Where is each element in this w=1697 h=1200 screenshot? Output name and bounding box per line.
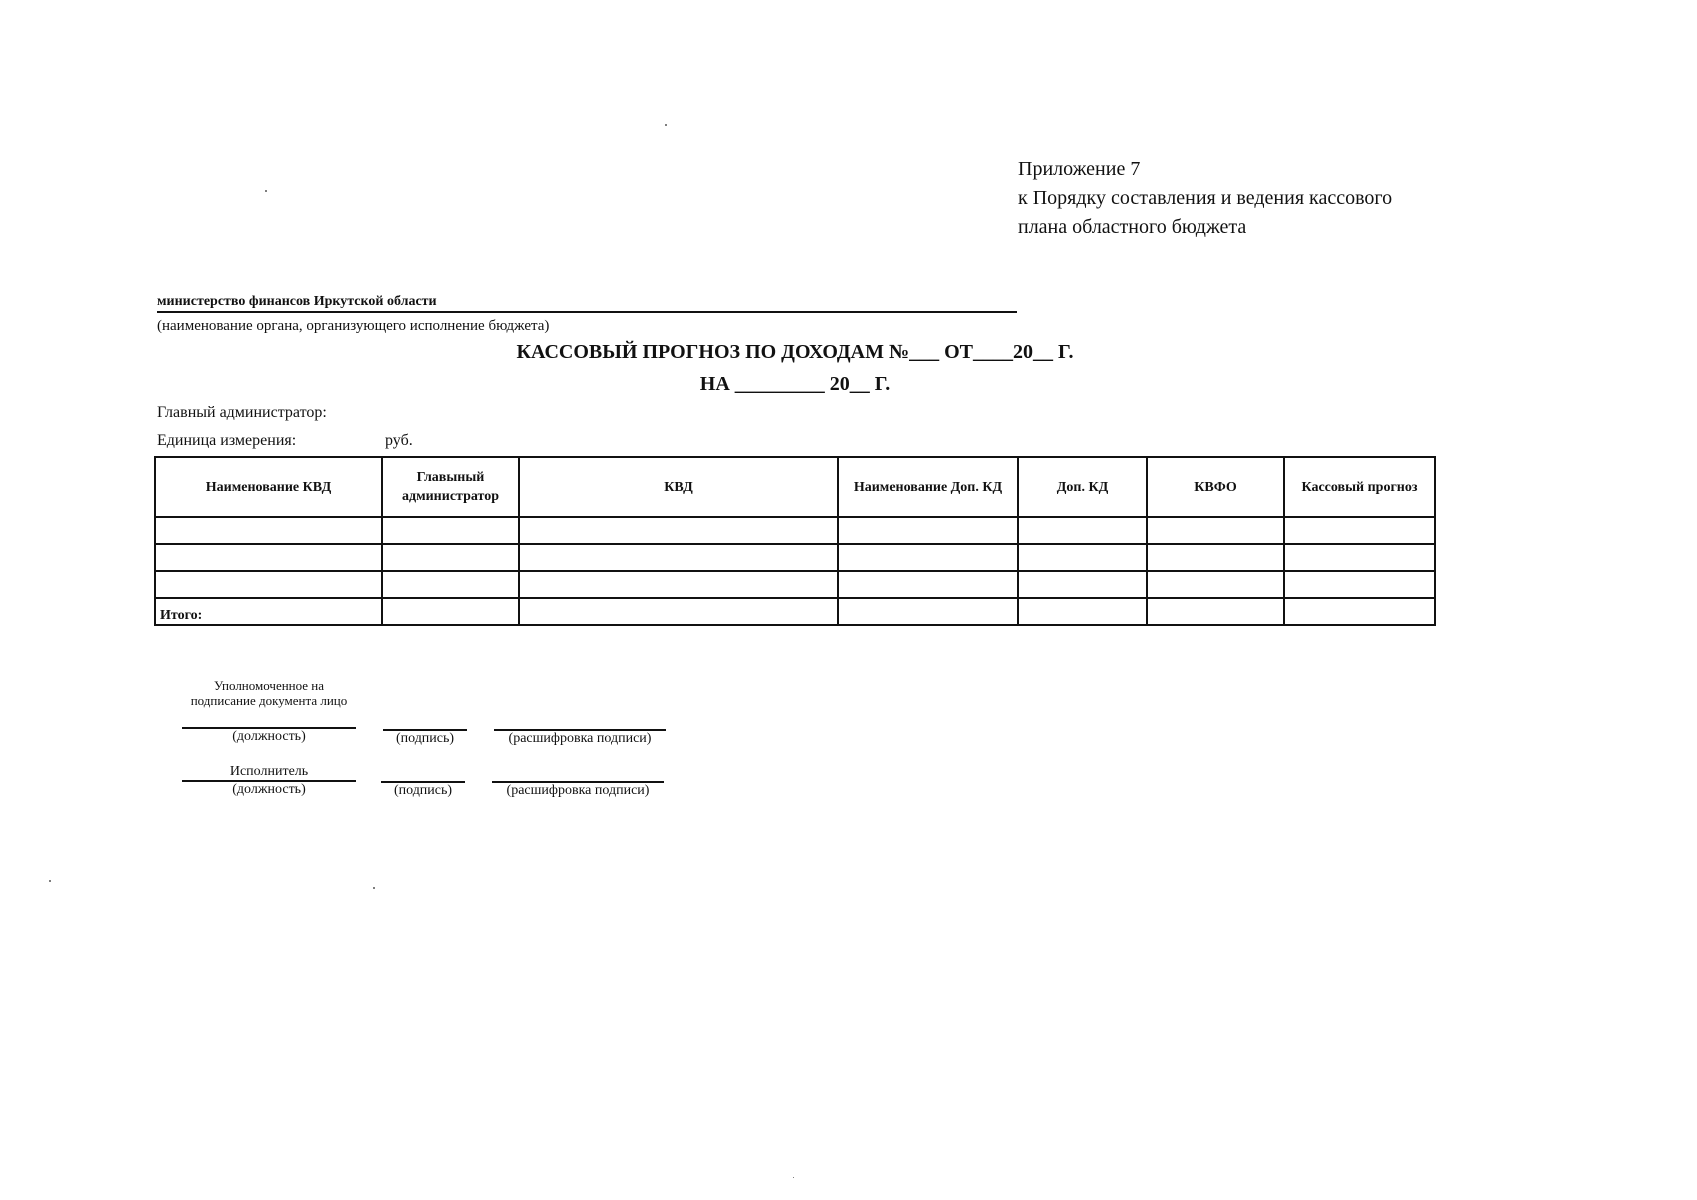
table-total-row (155, 598, 1435, 625)
table-cell[interactable] (1018, 544, 1147, 571)
header-add-kd-name: Наименование Доп. КД (838, 457, 1018, 517)
table-cell[interactable] (1284, 571, 1435, 598)
table-cell[interactable] (1284, 544, 1435, 571)
organ-name-field: министерство финансов Иркутской области (157, 294, 1017, 313)
main-administrator-label: Главный администратор: (157, 404, 327, 421)
unit-value: руб. (385, 432, 413, 449)
table-cell[interactable] (1284, 598, 1435, 625)
executor-position-caption: (должность) (232, 782, 306, 797)
table-cell[interactable] (155, 571, 382, 598)
table-cell[interactable] (382, 544, 519, 571)
appendix-block (1018, 155, 1392, 242)
unit-label: Единица измерения: (157, 432, 297, 449)
table-header-row (155, 457, 1435, 517)
header-kvfo: КВФО (1147, 457, 1284, 517)
table-cell[interactable] (1018, 517, 1147, 544)
organ-name-caption: (наименование органа, организующего исполнение бюджета) (157, 318, 550, 334)
scan-speck (373, 887, 375, 889)
table-cell[interactable] (519, 571, 838, 598)
position-caption: (должность) (232, 729, 306, 744)
table-cell[interactable] (155, 544, 382, 571)
executor-decoding-caption: (расшифровка подписи) (506, 783, 650, 798)
table-row (155, 517, 1435, 544)
appendix-reference-line1: к Порядку составления и ведения кассового (1018, 187, 1393, 209)
appendix-reference-line2: плана областного бюджета (1018, 216, 1247, 238)
table-cell[interactable] (519, 598, 838, 625)
table-cell[interactable] (382, 598, 519, 625)
header-kvd-name: Наименование КВД (155, 457, 382, 517)
table-cell[interactable] (519, 517, 838, 544)
table-row (155, 544, 1435, 571)
table-cell[interactable] (1147, 571, 1284, 598)
scan-speck (49, 880, 51, 882)
table-cell[interactable] (1147, 598, 1284, 625)
table-cell[interactable] (1284, 517, 1435, 544)
table-cell[interactable] (1018, 571, 1147, 598)
table-cell[interactable] (1147, 517, 1284, 544)
table-cell[interactable] (838, 517, 1018, 544)
table-cell[interactable] (1147, 544, 1284, 571)
signature-caption: (подпись) (395, 731, 455, 746)
header-add-kd: Доп. КД (1018, 457, 1147, 517)
table-cell[interactable] (1018, 598, 1147, 625)
table-cell[interactable] (838, 598, 1018, 625)
header-kvd: КВД (519, 457, 838, 517)
forecast-table (154, 456, 1436, 626)
table-row (155, 571, 1435, 598)
table-cell[interactable] (382, 517, 519, 544)
header-cash-forecast: Кассовый прогноз (1284, 457, 1435, 517)
executor-label: Исполнитель (229, 764, 309, 779)
scan-speck (793, 1177, 794, 1178)
header-main-admin: Главыный администратор (382, 457, 519, 517)
table-cell[interactable] (838, 571, 1018, 598)
signature-decoding-caption: (расшифровка подписи) (508, 731, 652, 746)
document-title-period: НА _________ 20__ Г. (699, 373, 891, 395)
scan-speck (265, 190, 267, 192)
table-cell[interactable] (838, 544, 1018, 571)
appendix-number: Приложение 7 (1018, 158, 1141, 180)
total-label: Итого: (155, 598, 382, 625)
document-title: КАССОВЫЙ ПРОГНОЗ ПО ДОХОДАМ №___ ОТ____20__ Г. (516, 341, 1074, 363)
table-cell[interactable] (155, 517, 382, 544)
table-cell[interactable] (382, 571, 519, 598)
table-cell[interactable] (519, 544, 838, 571)
executor-signature-caption: (подпись) (393, 783, 453, 798)
authorized-person-label: Уполномоченное на подписание документа лицо (190, 678, 348, 708)
scan-speck (665, 124, 667, 126)
